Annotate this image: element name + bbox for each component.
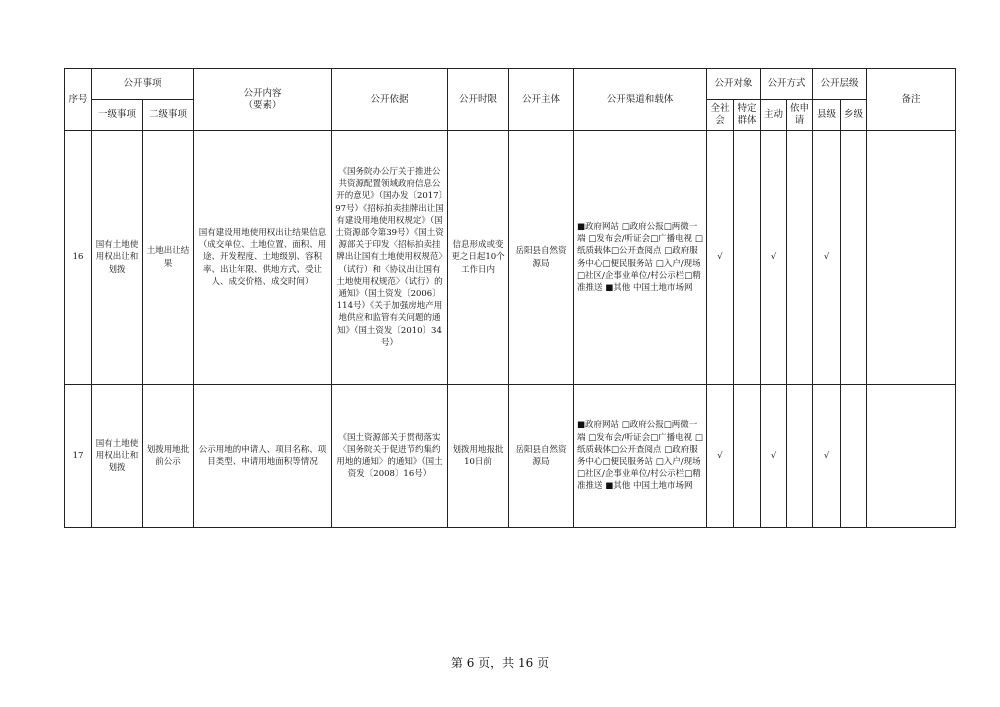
- header-disclosure-subject: 公开主体: [509, 69, 574, 131]
- cell-time-limit: 划拨用地报批10日前: [448, 385, 509, 528]
- header-disclosure-content-line1: 公开内容: [243, 87, 282, 99]
- cell-seq: 16: [65, 131, 92, 385]
- cell-channel: ■政府网站 □政府公报□两微一端 □发布会/听证会□广播电视 □纸质载体□公开查阅点 □政府服务中心□便民服务站 □入户/现场□社区/企事业单位/村公示栏□精准推送 ■其他 中国土地市场网: [574, 385, 707, 528]
- header-disclosure-content: [194, 69, 332, 131]
- header-row-1: [65, 69, 956, 100]
- cell-county: √: [813, 385, 841, 528]
- table-row: [65, 385, 956, 528]
- cell-level1-item: 国有土地使用权出让和划拨: [92, 385, 143, 528]
- cell-content: 公示用地的申请人、项目名称、项目类型、申请用地面积等情况: [194, 385, 332, 528]
- table-row: [65, 131, 956, 385]
- cell-on-request: [787, 131, 813, 385]
- header-seq: 序号: [65, 69, 92, 131]
- header-level-township: 乡级: [841, 100, 867, 131]
- cell-active: √: [761, 131, 787, 385]
- cell-level2-item: 划拨用地批前公示: [143, 385, 194, 528]
- header-target-specific-group: 特定群体: [734, 100, 761, 131]
- cell-level1-item: 国有土地使用权出让和划拨: [92, 131, 143, 385]
- header-remarks: 备注: [867, 69, 956, 131]
- cell-basis: 《国务院办公厅关于推进公共资源配置领域政府信息公开的意见》（国办发〔2017〕97号）《招标拍卖挂牌出让国有建设用地使用权规定》（国土资源部令第39号）《国土资源部关于印发〈招标拍卖挂牌出让国有土地使用权规范〉（试行）和〈协议出让国有土地使用权规范〉（试行）的通知》（国土资发〔2006〕114号）《关于加强房地产用地供应和监管有关问题的通知》（国土资发〔2010〕34号）: [332, 131, 448, 385]
- cell-all-society: √: [707, 385, 734, 528]
- cell-remarks: [867, 131, 956, 385]
- cell-specific-group: [734, 385, 761, 528]
- cell-all-society: √: [707, 131, 734, 385]
- header-level-county: 县级: [813, 100, 841, 131]
- cell-remarks: [867, 385, 956, 528]
- cell-specific-group: [734, 131, 761, 385]
- cell-content: 国有建设用地使用权出让结果信息（成交单位、土地位置、面积、用途、开发程度、土地级别、容积率、出让年限、供地方式、受让人、成交价格、成交时间）: [194, 131, 332, 385]
- cell-on-request: [787, 385, 813, 528]
- header-disclosure-method: 公开方式: [761, 69, 813, 100]
- cell-township: [841, 385, 867, 528]
- cell-county: √: [813, 131, 841, 385]
- cell-active: √: [761, 385, 787, 528]
- cell-basis: 《国土资源部关于贯彻落实〈国务院关于促进节约集约用地的通知〉的通知》（国土资发〔2008〕16号）: [332, 385, 448, 528]
- cell-channel: ■政府网站 □政府公报□两微一端 □发布会/听证会□广播电视 □纸质载体□公开查阅点 □政府服务中心□便民服务站 □入户/现场□社区/企事业单位/村公示栏□精准推送 ■其他 中国土地市场网: [574, 131, 707, 385]
- header-disclosure-basis: 公开依据: [332, 69, 448, 131]
- header-method-on-request: 依申请: [787, 100, 813, 131]
- header-disclosure-time-limit: 公开时限: [448, 69, 509, 131]
- page-number: 第 6 页，共 16 页: [450, 656, 550, 670]
- cell-time-limit: 信息形成或变更之日起10个工作日内: [448, 131, 509, 385]
- cell-seq: 17: [65, 385, 92, 528]
- header-disclosure-level: 公开层级: [813, 69, 867, 100]
- header-target-all-society: 全社会: [707, 100, 734, 131]
- header-method-active: 主动: [761, 100, 787, 131]
- header-disclosure-target: 公开对象: [707, 69, 761, 100]
- cell-subject: 岳阳县自然资源局: [509, 385, 574, 528]
- header-disclosure-channel: 公开渠道和载体: [574, 69, 707, 131]
- header-level1-item: 一级事项: [92, 100, 143, 131]
- disclosure-table: [64, 68, 956, 528]
- header-disclosure-content-line2: （要素）: [243, 99, 282, 111]
- header-level2-item: 二级事项: [143, 100, 194, 131]
- cell-township: [841, 131, 867, 385]
- cell-subject: 岳阳县自然资源局: [509, 131, 574, 385]
- cell-level2-item: 土地出让结果: [143, 131, 194, 385]
- header-disclosure-item: 公开事项: [92, 69, 194, 100]
